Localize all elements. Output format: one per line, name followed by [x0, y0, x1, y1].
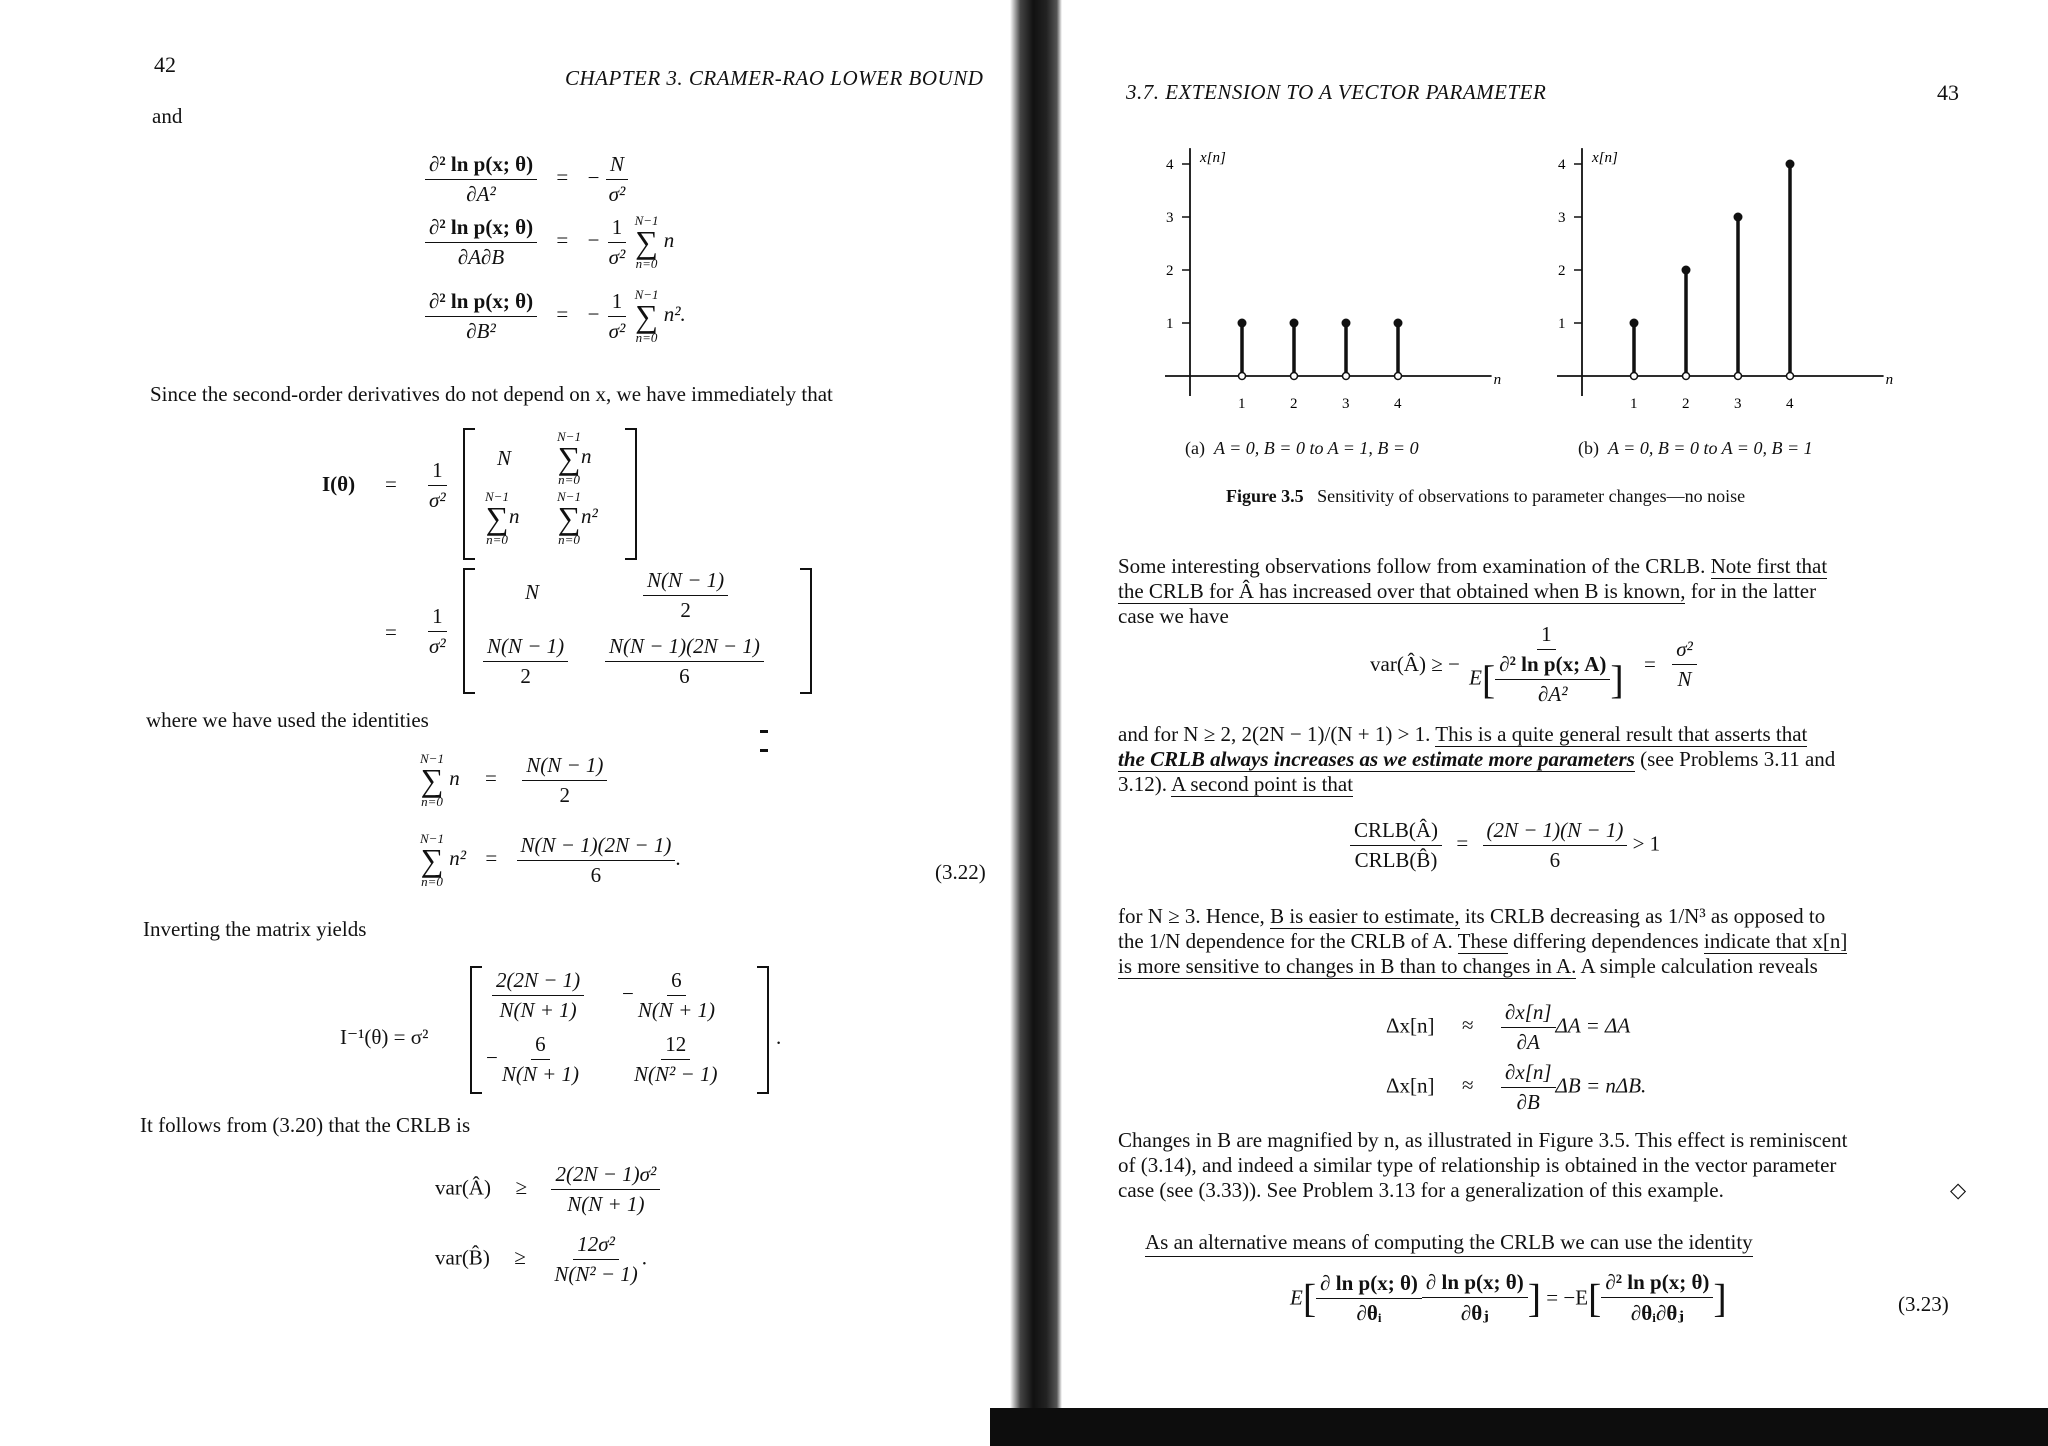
inverse-lhs: I⁻¹(θ) = σ² — [340, 1025, 429, 1049]
eq-crlb-B: var(B̂) ≥ $\frac{\text{12σ²}}{\text{N(N² − 1)}}$ . — [435, 1232, 648, 1286]
eq-crlb-ratio: $\frac{\text{CRLB(Â)}}{\text{CRLB(B̂)}}$ = $\frac{(2N - 1)(N - 1)}{6}$ > 1 — [1350, 818, 1660, 873]
para4-line1: Changes in B are magnified by n, as illustrated in Figure 3.5. This effect is reminiscent — [1118, 1128, 1848, 1152]
para3-line3: is more sensitive to changes in B than to changes in A. A simple calculation reveals — [1118, 954, 1818, 978]
stem-marker — [1290, 319, 1299, 328]
fisher-matrix-2 — [463, 568, 812, 694]
m1-d: N−1 ∑ n=0 n² — [557, 489, 598, 547]
text-follows: It follows from (3.20) that the CRLB is — [140, 1113, 471, 1137]
y-tick-label: 4 — [1166, 157, 1174, 173]
para2-line1: and for N ≥ 2, 2(2N − 1)/(N + 1) > 1. This is a quite general result that asserts that — [1118, 722, 1808, 746]
eq-delta-B: Δx[n] ≈ $\frac{\partial x[n]}{\partial B}$ ΔB = nΔB. — [1386, 1060, 1647, 1114]
panel-a-caption: (a) A = 0, B = 0 to A = 1, B = 0 — [1185, 438, 1419, 458]
page-number: 42 — [154, 52, 176, 77]
running-head: CHAPTER 3. CRAMER-RAO LOWER BOUND — [565, 66, 984, 90]
running-head: 3.7. EXTENSION TO A VECTOR PARAMETER — [1126, 80, 1547, 104]
stem-marker — [1734, 213, 1743, 222]
fisher-eq-2: = — [385, 620, 397, 644]
y-tick-label: 4 — [1558, 157, 1566, 173]
eq-d2-AA: $\frac{\text{∂² ln p(x; θ)}}{\text{∂A²}}$ = − $\frac{N}{\text{σ²}}$ — [425, 152, 629, 207]
para4-line2: of (3.14), and indeed a similar type of relationship is obtained in the vector parameter — [1118, 1153, 1837, 1177]
eq-d2-BB: $\frac{\text{∂² ln p(x; θ)}}{\text{∂B²}}$ = − $\frac{1}{\text{σ²}}$ N−1 ∑ n=0 n². — [425, 288, 686, 344]
m2-b: $\frac{N(N - 1)}{2}$ — [643, 568, 728, 623]
x-tick-label: 4 — [1786, 396, 1794, 412]
figure-caption: Figure 3.5 Sensitivity of observations to parameter changes—no noise — [1226, 486, 1746, 506]
baseline-marker — [1239, 373, 1246, 380]
text-inverting: Inverting the matrix yields — [143, 917, 367, 941]
m1-a: N — [497, 446, 512, 470]
y-tick-label: 3 — [1558, 210, 1566, 226]
para4-line3: case (see (3.33)). See Problem 3.13 for a generalization of this example. — [1118, 1178, 1724, 1202]
m1-b: N−1 ∑ n=0 n — [557, 429, 592, 487]
eq-delta-A: Δx[n] ≈ $\frac{\partial x[n]}{\partial A}$ ΔA = ΔA — [1386, 1000, 1631, 1054]
baseline-marker — [1631, 373, 1638, 380]
panel-b — [1557, 148, 1893, 412]
x-tick-label: 2 — [1682, 396, 1690, 412]
x-tick-label: 2 — [1290, 396, 1298, 412]
y-tick-label: 1 — [1166, 316, 1174, 332]
panel-a — [1165, 148, 1501, 412]
text-identities: where we have used the identities — [146, 708, 429, 732]
y-tick-label: 1 — [1558, 316, 1566, 332]
eq-number-3-22: (3.22) — [935, 860, 986, 884]
y-tick-label: 2 — [1558, 263, 1566, 279]
inverse-period: . — [776, 1025, 782, 1049]
fisher-coef: $\frac{1}{\text{σ²}}$ — [429, 458, 446, 512]
para3-line2: the 1/N dependence for the CRLB of A. These differing dependences indicate that x[n] — [1118, 929, 1848, 953]
inv-d: $\frac{12}{\text{N(N² − 1)}}$ — [634, 1032, 718, 1086]
x-tick-label: 4 — [1394, 396, 1402, 412]
para1-line3: case we have — [1118, 604, 1229, 628]
para2-line2: the CRLB always increases as we estimate more parameters (see Problems 3.11 and — [1118, 747, 1836, 771]
eq-crlb-A: var(Â) ≥ $\frac{\text{2(2N − 1)σ²}}{N(N + 1)}$ — [435, 1162, 660, 1217]
m2-c: $\frac{N(N - 1)}{2}$ — [483, 634, 568, 689]
baseline-marker — [1787, 373, 1794, 380]
stem-marker — [1238, 319, 1247, 328]
stem-marker — [1394, 319, 1403, 328]
ink-mark — [760, 730, 768, 752]
eq-identity-1: N−1 ∑ n=0 n = $\frac{N(N - 1)}{2}$ — [420, 752, 607, 808]
text-and: and — [152, 104, 183, 128]
eq-var-A: var(Â) ≥ − 1 E[ $\frac{\text{∂² ln p(x; A)}}{\text{∂A²}}$ ] = $\frac{\text{σ²}}{N}$ — [1370, 622, 1697, 707]
para1-line1: Some interesting observations follow from examination of the CRLB. Note first that — [1118, 554, 1828, 578]
inv-b: − $\frac{6}{N(N + 1)}$ — [622, 968, 716, 1022]
inv-c: − $\frac{6}{N(N + 1)}$ — [486, 1032, 580, 1086]
y-tick-label: 3 — [1166, 210, 1174, 226]
fisher-lhs: I(θ) — [322, 472, 356, 496]
stem-marker — [1786, 160, 1795, 169]
baseline-marker — [1291, 373, 1298, 380]
eq-number-3-23: (3.23) — [1898, 1292, 1949, 1316]
baseline-marker — [1735, 373, 1742, 380]
figure-3-5 — [1150, 120, 2010, 465]
x-axis-label: n — [1885, 372, 1894, 388]
baseline-marker — [1395, 373, 1402, 380]
y-tick-label: 2 — [1166, 263, 1174, 279]
para3-line1: for N ≥ 3. Hence, B is easier to estimate, its CRLB decreasing as 1/N³ as opposed to — [1118, 904, 1826, 928]
stem-marker — [1630, 319, 1639, 328]
inverse-matrix — [470, 966, 769, 1094]
fisher-matrix-1 — [463, 428, 637, 560]
x-tick-label: 1 — [1238, 396, 1246, 412]
m2-d: $\frac{N(N - 1)(2N - 1)}{6}$ — [605, 634, 764, 689]
x-axis-label: n — [1493, 372, 1502, 388]
para5: As an alternative means of computing the CRLB we can use the identity — [1145, 1229, 1753, 1257]
para1-line2: the CRLB for Â has increased over that obtained when B is known, for in the latter — [1118, 579, 1817, 603]
inv-a: $\frac{2(2N - 1)}{N(N + 1)}$ — [492, 968, 584, 1023]
eq-3-23: E[ $\frac{\text{∂ ln p(x; θ)}}{\text{∂θᵢ}}$ $\frac{\text{∂ ln p(x; θ)}}{\text{∂θⱼ}}$ ] = −E[ $\frac{\text{∂² ln p(x; θ)}}{\text{∂θᵢ∂θⱼ}}$ ] — [1290, 1270, 1727, 1325]
baseline-marker — [1343, 373, 1350, 380]
x-tick-label: 1 — [1630, 396, 1638, 412]
para2-line3: 3.12). A second point is that — [1118, 772, 1354, 796]
stem-marker — [1342, 319, 1351, 328]
m1-c: N−1 ∑ n=0 n — [485, 489, 520, 547]
eq-identity-2: N−1 ∑ n=0 n² = $\frac{N(N - 1)(2N - 1)}{6}$ . — [420, 831, 681, 889]
x-tick-label: 3 — [1734, 396, 1742, 412]
text-since: Since the second-order derivatives do not depend on x, we have immediately that — [150, 382, 833, 406]
page-number: 43 — [1937, 80, 1959, 105]
end-of-example-mark: ◇ — [1950, 1178, 1967, 1202]
eq-d2-AB: $\frac{\text{∂² ln p(x; θ)}}{\partial A\partial B}$ = − $\frac{1}{\text{σ²}}$ N−1 ∑ n=0 n — [425, 214, 674, 270]
right-page — [1050, 0, 2048, 1446]
m2-a: N — [525, 580, 540, 604]
y-axis-label: x[n] — [1200, 150, 1226, 167]
fisher-coef-2: $\frac{1}{\text{σ²}}$ — [429, 604, 446, 658]
fisher-eq: = — [385, 472, 397, 496]
stem-marker — [1682, 266, 1691, 275]
y-axis-label: x[n] — [1592, 150, 1618, 167]
panel-b-caption: (b) A = 0, B = 0 to A = 0, B = 1 — [1578, 438, 1813, 458]
x-tick-label: 3 — [1342, 396, 1350, 412]
baseline-marker — [1683, 373, 1690, 380]
